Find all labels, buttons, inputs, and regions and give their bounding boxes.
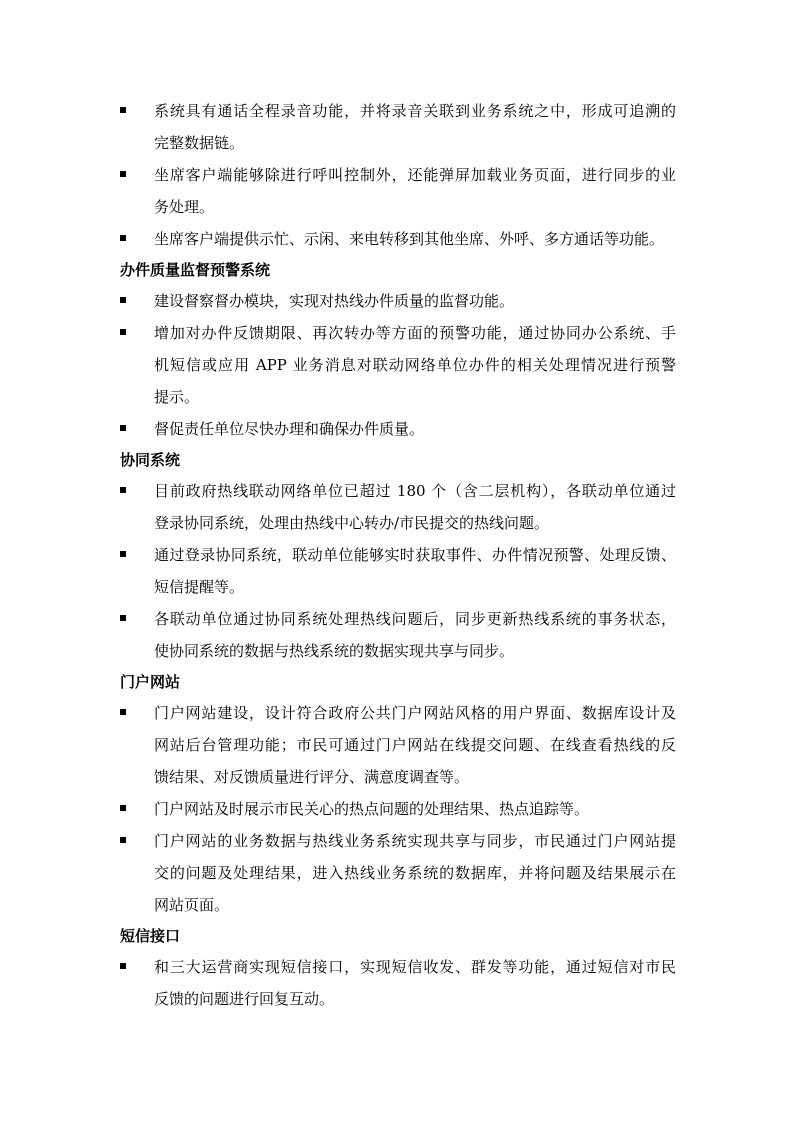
bullet-marker (120, 171, 126, 177)
list-item-line: 完整数据链。 (154, 134, 245, 152)
list-item-line: 坐席客户端提供示忙、示闲、来电转移到其他坐席、外呼、多方通话等功能。 (154, 230, 665, 248)
bullet-marker (120, 297, 126, 303)
bullet-marker (120, 615, 126, 621)
list-item-line: 增加对办件反馈期限、再次转办等方面的预警功能，通过协同办公系统、手 (154, 324, 676, 342)
section-heading: 短信接口 (120, 927, 181, 945)
section-heading: 协同系统 (120, 451, 181, 469)
list-item-line: 门户网站及时展示市民关心的热点问题的处理结果、热点追踪等。 (154, 800, 590, 818)
section-heading: 办件质量监督预警系统 (120, 261, 271, 279)
list-item-line: 网站页面。 (154, 896, 230, 914)
bullet-marker (120, 107, 126, 113)
bullet-marker (120, 329, 126, 335)
list-item-line: 使协同系统的数据与热线系统的数据实现共享与同步。 (154, 642, 515, 660)
list-item-line: 务处理。 (154, 198, 215, 216)
list-item-line: 和三大运营商实现短信接口，实现短信收发、群发等功能，通过短信对市民 (154, 958, 676, 976)
list-item-line: 通过登录协同系统，联动单位能够实时获取事件、办件情况预警、处理反馈、 (154, 546, 676, 564)
list-item-line: 反馈的问题进行回复互动。 (154, 990, 335, 1008)
list-item-line: 目前政府热线联动网络单位已超过 180 个（含二层机构），各联动单位通过 (154, 482, 676, 500)
bullet-marker (120, 425, 126, 431)
list-item-line: 提示。 (154, 388, 200, 406)
list-item-line: 门户网站建设，设计符合政府公共门户网站风格的用户界面、数据库设计及 (154, 704, 676, 722)
bullet-marker (120, 709, 126, 715)
list-item-line: 登录协同系统，处理由热线中心转办/市民提交的热线问题。 (154, 514, 550, 532)
bullet-marker (120, 551, 126, 557)
list-item-line: 门户网站的业务数据与热线业务系统实现共享与同步，市民通过门户网站提 (154, 832, 676, 850)
list-item-line: 短信提醒等。 (154, 578, 245, 596)
list-item-line: 系统具有通话全程录音功能，并将录音关联到业务系统之中，形成可追溯的 (154, 102, 676, 120)
bullet-marker (120, 487, 126, 493)
bullet-marker (120, 805, 126, 811)
list-item-line: 交的问题及处理结果，进入热线业务系统的数据库，并将问题及结果展示在 (154, 864, 676, 882)
list-item-line: 机短信或应用 APP 业务消息对联动网络单位办件的相关处理情况进行预警 (154, 356, 676, 374)
list-item-line: 督促责任单位尽快办理和确保办件质量。 (154, 420, 425, 438)
section-heading: 门户网站 (120, 673, 181, 691)
list-item-line: 建设督察督办模块，实现对热线办件质量的监督功能。 (154, 292, 515, 310)
bullet-marker (120, 235, 126, 241)
list-item-line: 各联动单位通过协同系统处理热线问题后，同步更新热线系统的事务状态， (154, 610, 676, 628)
list-item-line: 网站后台管理功能；市民可通过门户网站在线提交问题、在线查看热线的反 (154, 736, 676, 754)
list-item-line: 馈结果、对反馈质量进行评分、满意度调查等。 (154, 768, 470, 786)
bullet-marker (120, 837, 126, 843)
bullet-marker (120, 963, 126, 969)
list-item-line: 坐席客户端能够除进行呼叫控制外，还能弹屏加载业务页面，进行同步的业 (154, 166, 676, 184)
